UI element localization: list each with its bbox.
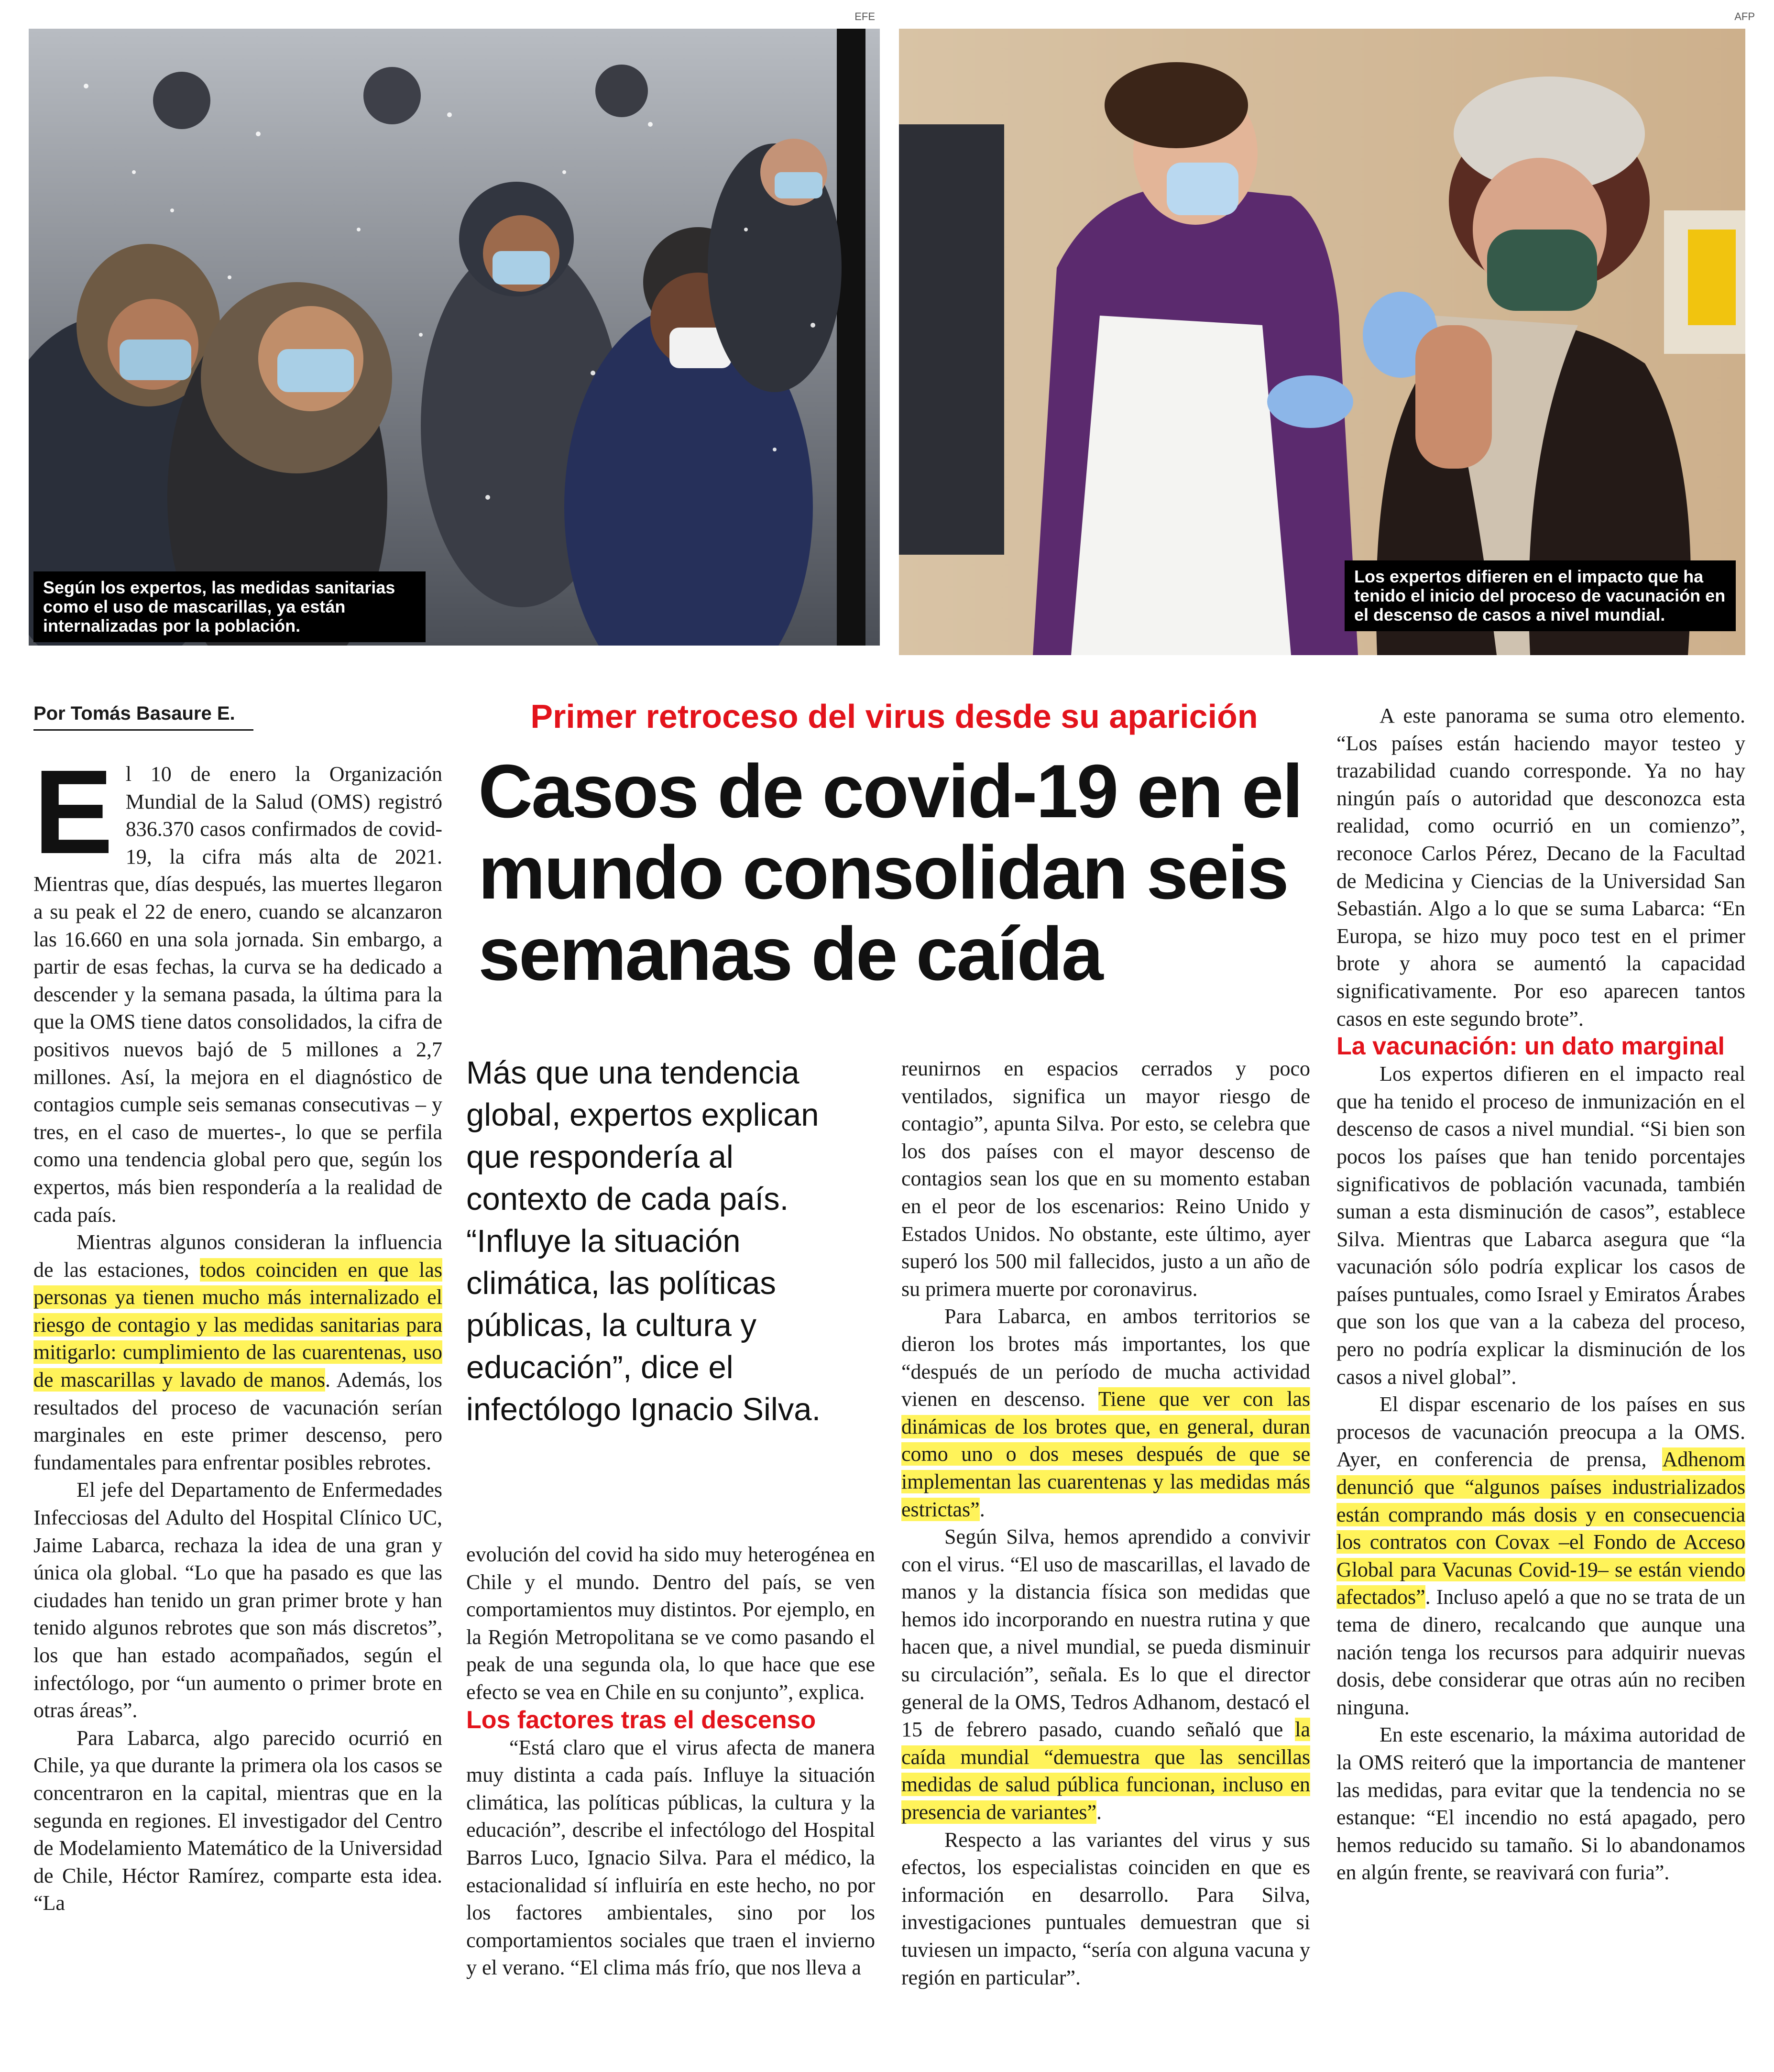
- col4-paragraph-3-text: El dispar escenario de los países en sus procesos de vacunación preocupa a la OMS. Ayer, en conferencia de prensa,: [1336, 1392, 1745, 1471]
- col4-paragraph-2: Los expertos difieren en el impacto real que ha tenido el proceso de inmunización en el descenso de casos a nivel mundial. “Si bien son pocos los países que han tenido porcentajes significativos de población vacunada, también suman a esta disminución de casos”, establece Silva. Mientras que Labarca asegura que “la vacunación sólo podría explicar los casos de países puntuales, como Israel y Emiratos Árabes que son los que van a la cabeza del proceso, pero no podría explicar la disminución de los casos a nivel global”.: [1336, 1062, 1745, 1389]
- subhead-vaccination: La vacunación: un dato marginal: [1336, 1032, 1725, 1061]
- col1-paragraph-4: Para Labarca, algo parecido ocurrió en Chile, ya que durante la primera ola los casos se concentraron en la capital, mientras que en la segunda en regiones. El investigador del Centro de Modelamiento Matemático de la Universidad de Chile, Héctor Ramírez, comparte esta idea. “La: [33, 1726, 442, 1915]
- article-column-2: [466, 1541, 875, 1982]
- col4-paragraph-4: En este escenario, la máxima autoridad de la OMS reiteró que la importancia de mantener las medidas, para evitar que la tendencia no se estanque: “El incendio no está apagado, pero hemos reducido su tamaño. Si lo abandonamos en algún frente, se reavivará con furia”.: [1336, 1723, 1745, 1885]
- crowd-in-snow-image: [29, 29, 880, 646]
- col3-paragraph-3-text: Según Silva, hemos aprendido a convivir con el virus. “El uso de mascarillas, el lavado de manos y la distancia física son medidas que hemos ido incorporando en nuestra rutina y que hacen que, a nivel mundial, se pueda disminuir su circulación”, señala. Es lo que el director general de la OMS, Tedros Adhanom, destacó el 15 de febrero pasado, cuando señaló que: [901, 1525, 1310, 1742]
- col3-paragraph-2-text: Para Labarca, en ambos territorios se dieron los brotes más importantes, los que “después de un período de mucha actividad vienen en descenso.: [901, 1305, 1310, 1411]
- col4-paragraph-3-end: . Incluso apeló a que no se trata de un tema de dinero, recalcando que aunque una nación tenga los recursos para adquirir nuevas dosis, debe considerar que otras aún no reciben ninguna.: [1336, 1585, 1745, 1719]
- col2-paragraph-1: evolución del covid ha sido muy heterogénea en Chile y el mundo. Dentro del país, se ven comportamientos muy distintos. Por ejemplo, en la Región Metropolitana se ve como pasando el peak de una segunda ola, lo que hace que ese efecto se vea en Chile en su conjunto”, explica.: [466, 1543, 875, 1704]
- subhead-factors: Los factores tras el descenso: [466, 1706, 816, 1734]
- col1-paragraph-2-text: Mientras algunos consideran la influencia de las estaciones,: [33, 1230, 442, 1282]
- col1-paragraph-2-end: . Además, los resultados del proceso de vacunación serían marginales en este primer descenso, pero fundamentales para enfrentar posibles rebrotes.: [33, 1368, 442, 1474]
- photo-caption-left: Según los expertos, las medidas sanitarias como el uso de mascarillas, ya están internalizadas por la población.: [33, 571, 426, 642]
- col2-paragraph-2: “Está claro que el virus afecta de manera muy distinta a cada país. Influye la situación climática, las políticas públicas, la cultura y la educación”, describe el infectólogo del Hospital Barros Luco, Ignacio Silva. Para el médico, la estacionalidad sí influiría en este hecho, no por los factores ambientales, sino por los comportamientos sociales que traen el invierno y el verano. “El clima más frío, que nos lleva a: [466, 1735, 875, 1980]
- drop-cap: E: [33, 745, 113, 878]
- article-column-3: [901, 1055, 1310, 1991]
- headline: Casos de covid-19 en el mundo consolidan seis semanas de caída: [478, 749, 1302, 996]
- photo-credit-left: EFE: [854, 11, 875, 22]
- col3-paragraph-1: reunirnos en espacios cerrados y poco ventilados, significa un mayor riesgo de contagio”, apunta Silva. Por esto, se celebra que los dos países con el mayor descenso de contagios sean los que en su momento estaban en el peor de los escenarios: Reino Unido y Estados Unidos. No obstante, este último, ayer superó los 500 mil fallecidos, justo a un año de su primera muerte por coronavirus.: [901, 1057, 1310, 1301]
- photo-crowd-snow: [29, 29, 880, 646]
- col1-paragraph-1: l 10 de enero la Organización Mundial de la Salud (OMS) registró 836.370 casos confirmados de covid-19, la cifra más alta de 2021. Mientras que, días después, las muertes llegaron a su peak el 22 de enero, cuando se alcanzaron las 16.660 en una sola jornada. Sin embargo, a partir de esas fechas, la curva se ha dedicado a descender y la semana pasada, la última para la que la OMS tiene datos consolidados, la cifra de positivos nuevos bajó de 5 millones a 2,7 millones. Así, la mejora en el diagnóstico de contagios cumple seis semanas consecutivas – y tres, en el caso de muertes-, lo que se perfila como una tendencia global pero que, según los expertos, más bien respondería a la realidad de cada país.: [33, 762, 442, 1227]
- col4-paragraph-1: A este panorama se suma otro elemento. “Los países están haciendo mayor testeo y trazabilidad cuando corresponde. Ya no hay ningún país o autoridad que desconozca esta realidad, como ocurrió en un comienzo”, reconoce Carlos Pérez, Decano de la Facultad de Medicina y Ciencias de la Universidad San Sebastián. Algo a lo que se suma Labarca: “En Europa, se hizo muy poco test en el primer brote y ahora se aumentó la capacidad significativamente. Por eso aparecen tantos casos en este segundo brote”.: [1336, 704, 1745, 1031]
- col1-paragraph-3: El jefe del Departamento de Enfermedades Infecciosas del Adulto del Hospital Clínico UC, Jaime Labarca, rechaza la idea de una gran y única ola global. “Lo que ha pasado es que las ciudades han tenido un gran primer brote y han tenido algunos rebrotes que son más discretos”, los que han estado acompañados, según el infectólogo, por “un aumento o primer brote en otras áreas”.: [33, 1478, 442, 1722]
- col3-paragraph-4: Respecto a las variantes del virus y sus efectos, los especialistas coinciden en que es información en desarrollo. Para Silva, investigaciones puntuales demuestran que si tuviesen un impacto, “sería con alguna vacuna y región en particular”.: [901, 1828, 1310, 1989]
- col3-paragraph-2-end: .: [979, 1497, 985, 1521]
- highlighted-quote-outbreaks: Tiene que ver con las dinámicas de los brotes que, en general, duran como uno o dos meses después de que se implementan las cuarentenas y las medidas más estrictas”: [901, 1387, 1310, 1521]
- lead-paragraph: Más que una tendencia global, expertos explican que respondería al contexto de cada país. “Influye la situación climática, las políticas públicas, la cultura y educación”, dice el infectólogo Ignacio Silva.: [466, 1055, 821, 1427]
- byline: Por Tomás Basaure E.: [33, 703, 253, 731]
- highlighted-quote-measures: todos coinciden en que las personas ya tienen mucho más internalizado el riesgo de contagio y las medidas sanitarias para mitigarlo: cumplimiento de las cuarentenas, uso de mascarillas y lavado de manos: [33, 1258, 442, 1392]
- article-column-4: [1336, 702, 1745, 1886]
- article-column-1: [33, 745, 442, 1917]
- photo-credit-right: AFP: [1734, 11, 1755, 22]
- kicker: Primer retroceso del virus desde su aparición: [530, 698, 1258, 735]
- highlighted-quote-covax: Adhenom denunció que “algunos países industrializados están comprando más dosis y en consecuencia los contratos con Covax –el Fondo de Acceso Global para Vacunas Covid-19– se están viendo afectados”: [1336, 1447, 1745, 1609]
- photo-caption-right: Los expertos difieren en el impacto que ha tenido el inicio del proceso de vacunación en el descenso de casos a nivel mundial.: [1345, 560, 1736, 631]
- highlighted-quote-who: la caída mundial “demuestra que las sencillas medidas de salud pública funcionan, incluso en presencia de variantes”: [901, 1718, 1310, 1824]
- col3-paragraph-3-end: .: [1096, 1800, 1102, 1824]
